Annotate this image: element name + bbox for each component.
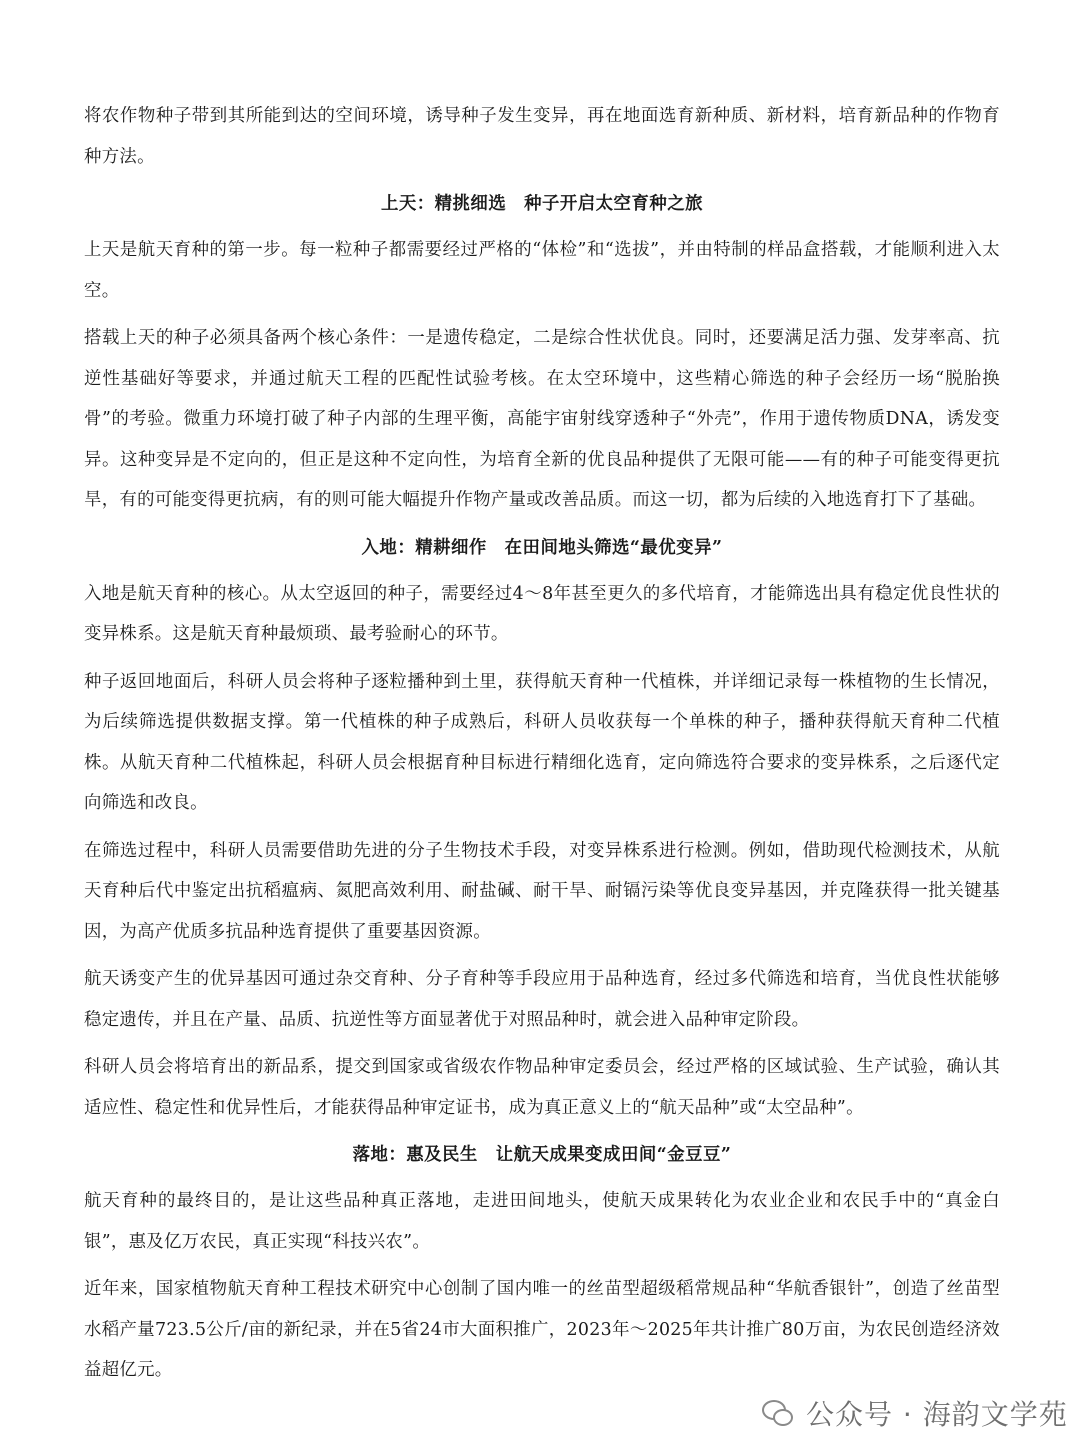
section-heading-ground: 入地：精耕细作 在田间地头筛选“最优变异” xyxy=(361,537,723,558)
paragraph: 航天育种的最终目的，是让这些品种真正落地，走进田间地头，使航天成果转化为农业企业和农民手中的“真金白银”，惠及亿万农民，真正实现“科技兴农”。 xyxy=(84,1191,1000,1252)
intro-paragraph: 将农作物种子带到其所能到达的空间环境，诱导种子发生变异，再在地面选育新种质、新材料，培育新品种的作物育种方法。 xyxy=(84,106,1000,167)
paragraph: 上天是航天育种的第一步。每一粒种子都需要经过严格的“体检”和“选拔”，并由特制的样品盒搭载，才能顺利进入太空。 xyxy=(84,240,1000,301)
watermark-text: 公众号 · 海韵文学苑 xyxy=(806,1398,1068,1431)
paragraph: 搭载上天的种子必须具备两个核心条件：一是遗传稳定，二是综合性状优良。同时，还要满足活力强、发芽率高、抗逆性基础好等要求，并通过航天工程的匹配性试验考核。在太空环境中，这些精心筛选的种子会经历一场“脱胎换骨”的考验。微重力环境打破了种子内部的生理平衡，高能宇宙射线穿透种子“外壳”，作用于遗传物质DNA，诱发变异。这种变异是不定向的，但正是这种不定向性，为培育全新的优良品种提供了无限可能——有的种子可能变得更抗旱，有的可能变得更抗病，有的则可能大幅提升作物产量或改善品质。而这一切，都为后续的入地选育打下了基础。 xyxy=(84,328,1000,510)
section-heading-landing: 落地：惠及民生 让航天成果变成田间“金豆豆” xyxy=(352,1145,732,1165)
paragraph: 种子返回地面后，科研人员会将种子逐粒播种到土里，获得航天育种一代植株，并详细记录每一株植物的生长情况，为后续筛选提供数据支撑。第一代植株的种子成熟后，科研人员收获每一个单株的种子，播种获得航天育种二代植株。从航天育种二代植株起，科研人员会根据育种目标进行精细化选育，定向筛选符合要求的变异株系，之后逐代定向筛选和改良。 xyxy=(84,671,1000,813)
watermark xyxy=(762,1390,1068,1436)
wechat-icon xyxy=(762,1400,792,1426)
paragraph: 航天诱变产生的优异基因可通过杂交育种、分子育种等手段应用于品种选育，经过多代筛选和培育，当优良性状能够稳定遗传，并且在产量、品质、抗逆性等方面显著优于对照品种时，就会进入品种审定阶段。 xyxy=(84,969,1000,1030)
paragraph: 在筛选过程中，科研人员需要借助先进的分子生物技术手段，对变异株系进行检测。例如，借助现代检测技术，从航天育种后代中鉴定出抗稻瘟病、氮肥高效利用、耐盐碱、耐干旱、耐镉污染等优良变异基因，并克隆获得一批关键基因，为高产优质多抗品种选育提供了重要基因资源。 xyxy=(84,840,1000,942)
document-page xyxy=(84,96,1000,1398)
paragraph: 科研人员会将培育出的新品系，提交到国家或省级农作物品种审定委员会，经过严格的区域试验、生产试验，确认其适应性、稳定性和优异性后，才能获得品种审定证书，成为真正意义上的“航天品种”或“太空品种”。 xyxy=(84,1057,1000,1118)
section-heading-launch: 上天：精挑细选 种子开启太空育种之旅 xyxy=(380,194,704,214)
paragraph: 入地是航天育种的核心。从太空返回的种子，需要经过4～8年甚至更久的多代培育，才能筛选出具有稳定优良性状的变异株系。这是航天育种最烦琐、最考验耐心的环节。 xyxy=(84,583,1000,644)
paragraph: 近年来，国家植物航天育种工程技术研究中心创制了国内唯一的丝苗型超级稻常规品种“华航香银针”，创造了丝苗型水稻产量723.5公斤/亩的新纪录，并在5省24市大面积推广，2023年～2025年共计推广80万亩，为农民创造经济效益超亿元。 xyxy=(84,1279,1000,1380)
